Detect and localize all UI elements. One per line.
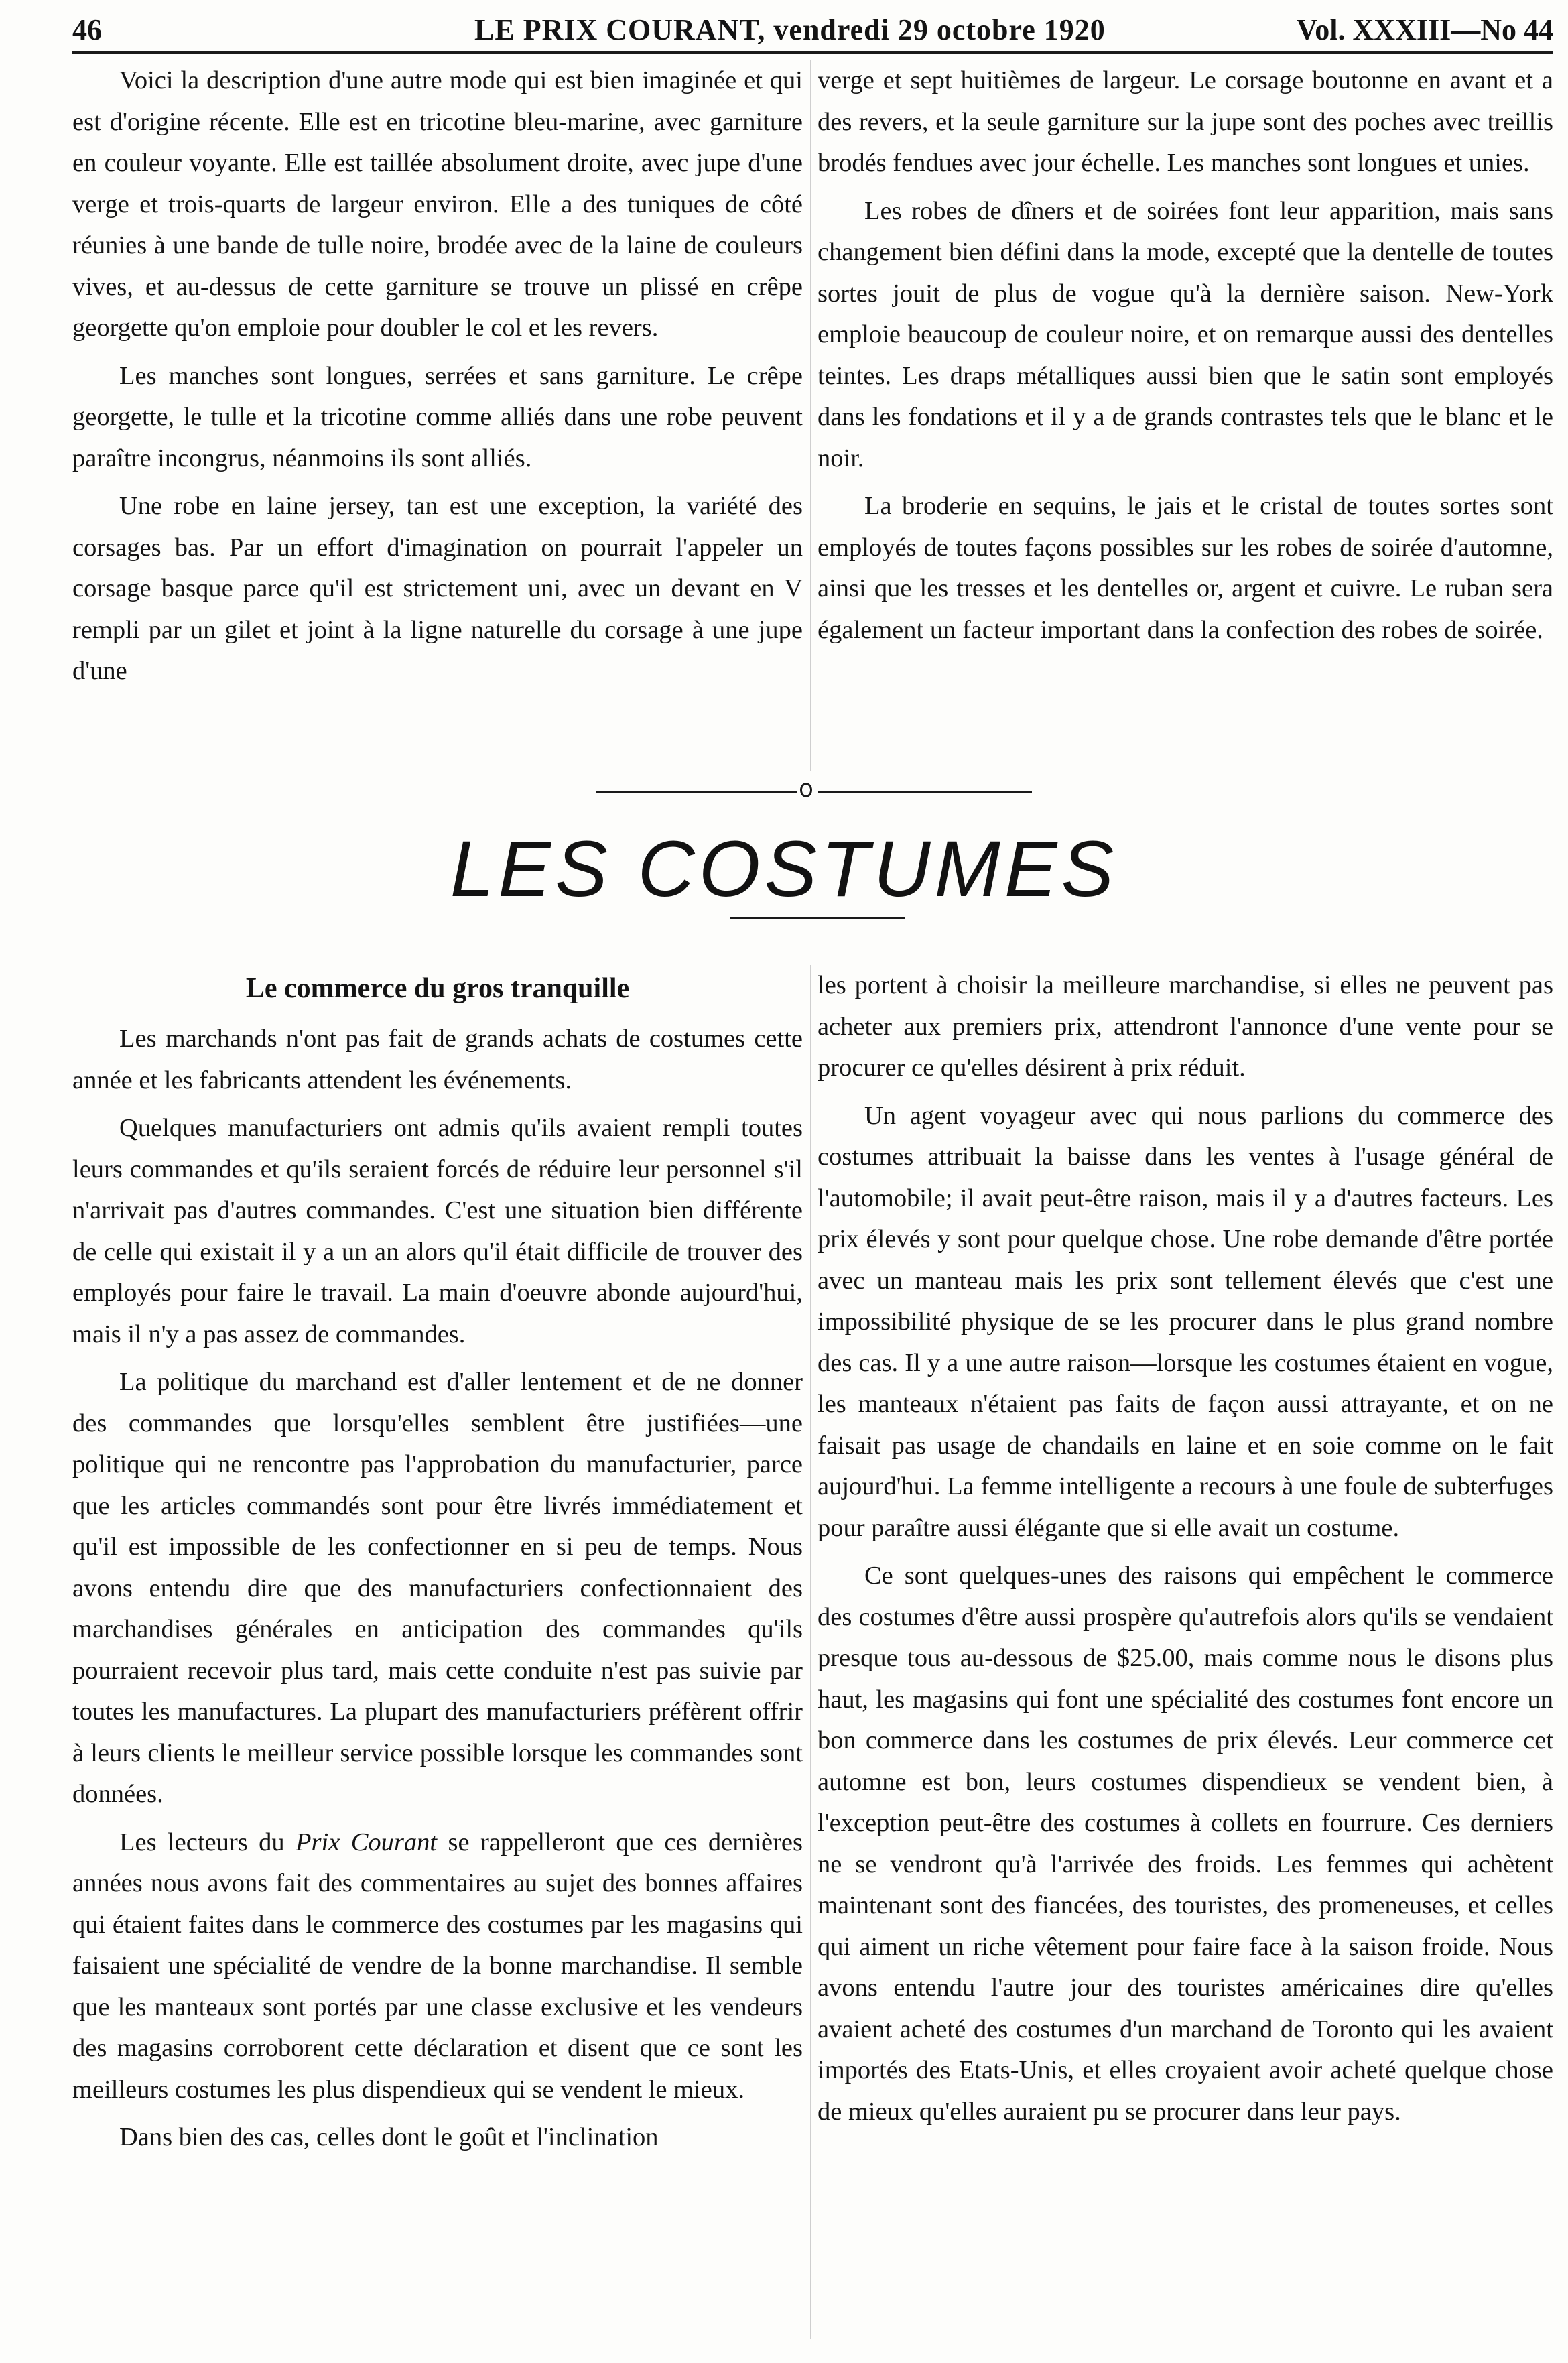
paragraph: Voici la description d'une autre mode qui est bien imaginée et qui est d'origine récente. Elle est en tricotine bleu-marine, avec garniture en couleur voyante. Elle est taillée absolument droite, avec jupe d'une verge et trois-quarts de largeur environ. Elle a des tuniques de côté réunies à une bande de tulle noire, brodée avec de la laine de couleurs vives, et au-dessus de cette garniture se trouve un plissé en crêpe georgette qu'on emploie pour doubler le col et les revers. — [72, 66, 803, 342]
paragraph: Ce sont quelques-unes des raisons qui empêchent le commerce des costumes d'être aussi prospère qu'autrefois alors qu'ils se vendaient presque tous au-dessous de $25.00, mais comme nous le disons plus haut, les magasins qui font une spécialité des costumes font encore un bon commerce dans les costumes de prix élevés. Leur commerce cet automne est bon, leurs costumes dispendieux se vendent bien, à l'exception peut-être des costumes à collets en fourrure. Ces derniers ne se vendront qu'à l'arrivée des froids. Les femmes qui achètent maintenant sont des fiancées, des touristes, des promeneuses, et celles qui aiment un riche vêtement pour faire face à la saison froide. Nous avons entendu l'autre jour des touristes américaines dire qu'elles avaient acheté des costumes d'un marchand de Toronto qui les avaient importés des Etats-Unis, et elles croyaient avoir acheté quelque chose de mieux qu'elles auraient pu se procurer dans leur pays. — [818, 1561, 1553, 2126]
column-separator — [810, 60, 811, 771]
paragraph: Un agent voyageur avec qui nous parlions du commerce des costumes attribuait la baisse dans les ventes à l'usage général de l'automobile; il avait peut-être raison, mais il y a d'autres facteurs. Les prix élevés y sont pour quelque chose. Une robe demande d'être portée avec un manteau mais les prix sont tellement élevés que c'est une impossibilité physique de se les procurer dans le plus grand nombre des cas. Il y a une autre raison—lorsque les costumes étaient en vogue, les manteaux n'étaient pas faits de façon aussi attrayante, et on ne faisait pas usage de chandails en laine et en soie comme on le fait aujourd'hui. La femme intelligente a recours à une foule de subterfuges pour paraître aussi élégante que si elle avait un costume. — [818, 1101, 1553, 1542]
paragraph — [72, 1822, 803, 2111]
paragraph: Une robe en laine jersey, tan est une exception, la variété des corsages bas. Par un effort d'imagination on pourrait l'appeler un corsage basque parce qu'il est strictement uni, avec un devant en V rempli par un gilet et joint à la ligne naturelle du corsage à une jupe d'une — [72, 492, 803, 685]
paragraph: verge et sept huitièmes de largeur. Le corsage boutonne en avant et a des revers, et la seule garniture sur la jupe sont des poches avec treillis brodés fendues avec jour échelle. Les manches sont longues et unies. — [818, 66, 1553, 177]
title-rule — [730, 917, 905, 919]
page-number: 46 — [72, 13, 102, 46]
text-run: Les lecteurs du — [119, 1828, 296, 1856]
article-column-top-left — [72, 60, 803, 699]
paragraph: Les robes de dîners et de soirées font leur apparition, mais sans changement bien défini dans la mode, excepté que la dentelle de toutes sortes jouit de plus de vogue qu'à la dernière saison. New-York emploie beaucoup de couleur noire, et on remarque aussi des dentelles teintes. Les draps métalliques aussi bien que le satin sont employés dans les fondations et il y a de grands contrastes tels que le blanc et le noir. — [818, 196, 1553, 472]
article-column-bottom-left — [72, 965, 803, 2165]
paragraph: La broderie en sequins, le jais et le cristal de toutes sortes sont employés de toutes façons possibles sur les robes de soirée d'automne, ainsi que les tresses et les dentelles or, argent et cuivre. Le ruban sera également un facteur important dans la confection des robes de soirée. — [818, 492, 1553, 644]
section-title: LES COSTUMES — [450, 825, 1118, 913]
publication-name: Prix Courant — [296, 1828, 438, 1856]
column-separator — [810, 965, 811, 2339]
paragraph: Les marchands n'ont pas fait de grands achats de costumes cette année et les fabricants attendent les événements. — [72, 1025, 803, 1094]
paragraph: Dans bien des cas, celles dont le goût et l'inclination — [119, 2123, 659, 2151]
article-subtitle: Le commerce du gros tranquille — [245, 973, 630, 1004]
article-column-top-right — [818, 60, 1553, 657]
text-run: se rappelleront que ces dernières années nous avons fait des commentaires au sujet des bonnes affaires qui étaient faites dans le commerce des costumes par les magasins qui faisaient une spécialité de vendre de la bonne marchandise. Il semble que les manteaux sont portés par une classe exclusive et les vendeurs des magasins corroborent cette déclaration et disent que ce sont les meilleurs costumes les plus dispendieux qui se vendent le mieux. — [72, 1828, 803, 2104]
page-header — [72, 9, 1553, 54]
article-column-bottom-right — [818, 965, 1553, 2139]
publication-title: LE PRIX COURANT, vendredi 29 octobre 1920 — [474, 13, 1106, 46]
volume-number: Vol. XXXIII—No 44 — [1296, 13, 1553, 46]
paragraph: les portent à choisir la meilleure marchandise, si elles ne peuvent pas acheter aux premiers prix, attendront l'annonce d'une vente pour se procurer ce qu'elles désirent à prix réduit. — [818, 971, 1553, 1082]
paragraph: Quelques manufacturiers ont admis qu'ils avaient rempli toutes leurs commandes et qu'ils seraient forcés de réduire leur personnel s'il n'arrivait pas d'autres commandes. C'est une situation bien différente de celle qui existait il y a un an alors qu'il était difficile de trouver des employés pour faire le travail. La main d'oeuvre abonde aujourd'hui, mais il n'y a pas assez de commandes. — [72, 1114, 803, 1348]
paragraph: La politique du marchand est d'aller lentement et de ne donner des commandes que lorsqu'elles semblent être justifiées—une politique qui ne rencontre pas l'approbation du manufacturier, parce que les articles commandés sont pour être livrés immédiatement et qu'il est impossible de les confectionner en si peu de temps. Nous avons entendu dire que des manufacturiers confectionnaient des marchandises générales en anticipation des commandes qu'ils pourraient recevoir plus tard, mais cette conduite n'est pas suivie par toutes les manufactures. La plupart des manufacturiers préfèrent offrir à leurs clients le meilleur service possible lorsque les commandes sont données. — [72, 1368, 803, 1808]
paragraph: Les manches sont longues, serrées et sans garniture. Le crêpe georgette, le tulle et la tricotine comme alliés dans une robe peuvent paraître incongrus, néanmoins ils sont alliés. — [72, 361, 803, 472]
divider-ornament-icon — [800, 783, 812, 797]
section-divider — [596, 791, 1032, 793]
